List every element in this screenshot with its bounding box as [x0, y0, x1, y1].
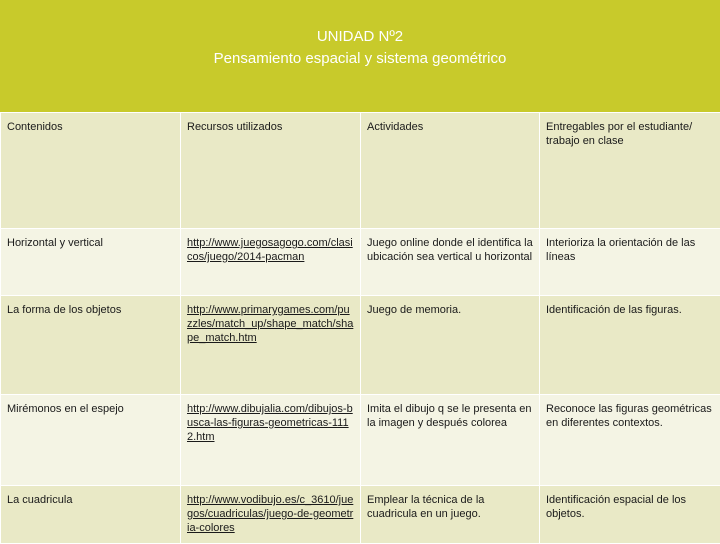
- recurso-cell: [181, 395, 361, 486]
- resource-link[interactable]: http://www.primarygames.com/puzzles/match_up/shape_match/shape_match.htm: [187, 304, 353, 344]
- title-banner: [0, 0, 720, 112]
- actividad-cell: Emplear la técnica de la cuadricula en un juego.: [361, 486, 540, 544]
- table-row: [1, 486, 720, 544]
- column-header-recursos: Recursos utilizados: [181, 113, 361, 229]
- entregable-cell: Identificación espacial de los objetos.: [540, 486, 720, 544]
- table-row: [1, 395, 720, 486]
- actividad-cell: Imita el dibujo q se le presenta en la imagen y después colorea: [361, 395, 540, 486]
- contenido-cell: La cuadricula: [1, 486, 181, 544]
- content-table: [0, 112, 720, 544]
- recurso-cell: [181, 486, 361, 544]
- recurso-cell: [181, 229, 361, 296]
- column-header-contenidos: Contenidos: [1, 113, 181, 229]
- table-row: [1, 229, 720, 296]
- actividad-cell: Juego de memoria.: [361, 296, 540, 395]
- column-header-actividades: Actividades: [361, 113, 540, 229]
- column-header-entregables: Entregables por el estudiante/ trabajo en clase: [540, 113, 720, 229]
- table-header-row: [1, 113, 720, 229]
- unit-title: UNIDAD Nº2: [0, 28, 720, 45]
- entregable-cell: Identificación de las figuras.: [540, 296, 720, 395]
- resource-link[interactable]: http://www.vodibujo.es/c_3610/juegos/cuadriculas/juego-de-geometria-colores: [187, 494, 353, 534]
- actividad-cell: Juego online donde el identifica la ubicación sea vertical u horizontal: [361, 229, 540, 296]
- unit-subtitle: Pensamiento espacial y sistema geométrico: [0, 50, 720, 67]
- contenido-cell: Horizontal y vertical: [1, 229, 181, 296]
- table-row: [1, 296, 720, 395]
- entregable-cell: Interioriza la orientación de las líneas: [540, 229, 720, 296]
- entregable-cell: Reconoce las figuras geométricas en diferentes contextos.: [540, 395, 720, 486]
- contenido-cell: La forma de los objetos: [1, 296, 181, 395]
- resource-link[interactable]: http://www.dibujalia.com/dibujos-busca-las-figuras-geometricas-1112.htm: [187, 403, 353, 443]
- contenido-cell: Mirémonos en el espejo: [1, 395, 181, 486]
- recurso-cell: [181, 296, 361, 395]
- resource-link[interactable]: http://www.juegosagogo.com/clasicos/juego/2014-pacman: [187, 237, 353, 263]
